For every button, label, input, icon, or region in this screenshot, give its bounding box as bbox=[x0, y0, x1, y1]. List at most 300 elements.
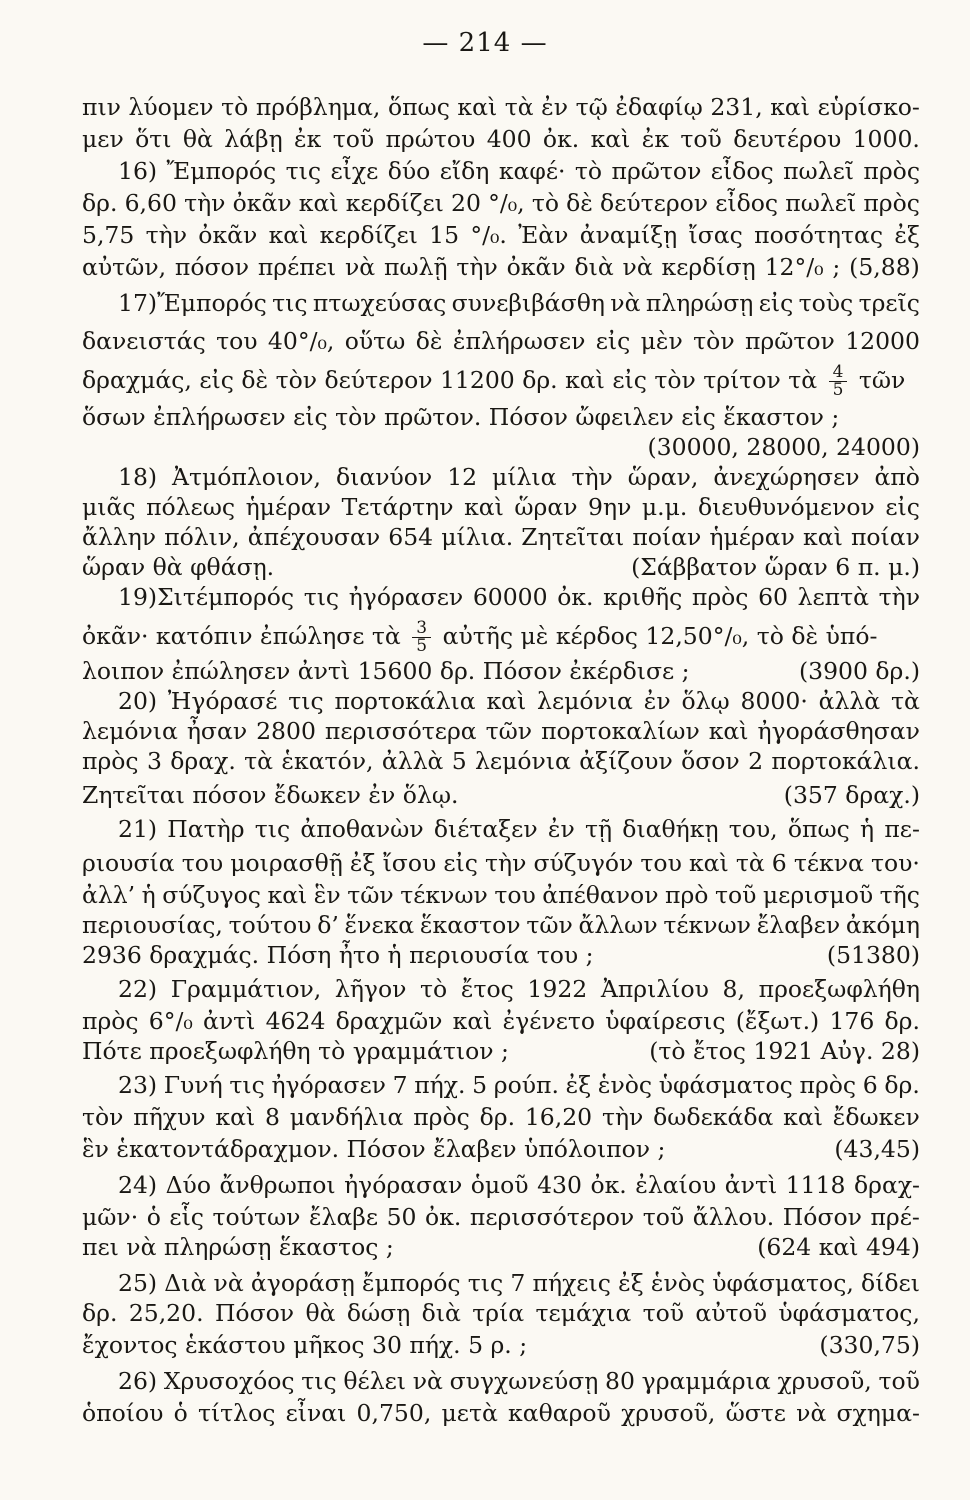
word: ὁποίου bbox=[82, 1399, 164, 1427]
word: ὥστε bbox=[725, 1399, 786, 1427]
word: δευτέρου bbox=[733, 125, 842, 153]
word: Πόσον bbox=[214, 1299, 295, 1327]
word: 22) bbox=[118, 975, 158, 1003]
word: μίλια. bbox=[441, 523, 514, 551]
word: 12000 bbox=[845, 327, 920, 355]
word: ὁ bbox=[146, 1203, 161, 1231]
word: 2 bbox=[748, 747, 764, 775]
word: περιουσίας, bbox=[82, 911, 223, 939]
word: διαθήκῃ bbox=[622, 815, 719, 843]
word: τέκνα bbox=[793, 849, 864, 877]
word: μῶν· bbox=[82, 1203, 139, 1231]
page-number: — 214 — bbox=[422, 28, 548, 58]
word: νὰ bbox=[622, 253, 653, 281]
word: ὥραν bbox=[514, 493, 578, 521]
problem-25-start bbox=[118, 1268, 920, 1298]
word: μερισμοῦ bbox=[762, 881, 874, 909]
word: του bbox=[494, 881, 536, 909]
word: ἠγόρασεν bbox=[271, 1071, 386, 1099]
word: δρ. bbox=[82, 1299, 118, 1327]
word: ἄλλου. bbox=[692, 1203, 775, 1231]
word: ἐν bbox=[547, 815, 575, 843]
word: νὰ bbox=[412, 1367, 443, 1395]
word: του bbox=[640, 849, 682, 877]
word: νὰ bbox=[610, 289, 641, 317]
text-line bbox=[82, 1398, 920, 1428]
word: πωλεῖ bbox=[783, 157, 854, 185]
problem-24-start bbox=[118, 1170, 920, 1200]
word: ἀποθανὼν bbox=[300, 815, 424, 843]
word: ἔδωκεν bbox=[832, 1103, 920, 1131]
word: μεν bbox=[82, 125, 124, 153]
word: τοῦ bbox=[714, 881, 757, 909]
word: ὅπως bbox=[787, 815, 850, 843]
word: τὸν bbox=[693, 327, 735, 355]
word: καὶ bbox=[267, 881, 308, 909]
word: πήχεις bbox=[532, 1269, 611, 1297]
word: 12 bbox=[447, 463, 478, 491]
word: τὴν bbox=[456, 253, 498, 281]
word: δρ. bbox=[479, 1103, 516, 1131]
word: δανειστάς bbox=[82, 327, 206, 355]
word: δρ. bbox=[884, 1071, 920, 1099]
word: προεξωφλήθη bbox=[758, 975, 920, 1003]
word: 21) bbox=[118, 815, 158, 843]
word: αὐτῶν, bbox=[82, 253, 167, 281]
word: καθαροῦ bbox=[508, 1399, 611, 1427]
word: τις bbox=[303, 583, 340, 611]
problem-16-start bbox=[118, 156, 920, 186]
word: ἡ bbox=[860, 815, 875, 843]
word: ἀντὶ bbox=[724, 1171, 778, 1199]
word: 60000 bbox=[472, 583, 548, 611]
word: 8000· bbox=[740, 687, 808, 715]
word: του bbox=[216, 327, 258, 355]
word: πόλιν, bbox=[164, 523, 240, 551]
answer-21: (51380) bbox=[826, 941, 920, 969]
word: τὸ bbox=[531, 189, 559, 217]
word: ἐξ bbox=[618, 1269, 644, 1297]
word: δίδει bbox=[861, 1269, 920, 1297]
word: 7 bbox=[392, 1071, 408, 1099]
word: πωλῇ bbox=[383, 253, 448, 281]
word: Χρυσοχόος bbox=[163, 1367, 295, 1395]
word: 50 bbox=[386, 1203, 417, 1231]
word: δὲ bbox=[415, 327, 443, 355]
word: διευθυνόμενον bbox=[697, 493, 875, 521]
text-line bbox=[82, 220, 920, 250]
word: ὀκ. bbox=[542, 125, 580, 153]
word: τέκνων bbox=[663, 911, 751, 939]
word: Ἔμπορός bbox=[166, 157, 277, 185]
word: 6°/₀ bbox=[148, 1007, 193, 1035]
answer-18: (Σάββατον ὥραν 6 π. μ.) bbox=[631, 553, 920, 581]
word: ἠγόρασεν bbox=[348, 583, 464, 611]
word: τὴν bbox=[184, 189, 226, 217]
word: πε- bbox=[884, 815, 920, 843]
word: καὶ bbox=[215, 1103, 256, 1131]
word: ἀπέχουσαν bbox=[247, 523, 381, 551]
word: καὶ bbox=[457, 93, 498, 121]
word: Ἀτμόπλοιον, bbox=[172, 463, 322, 491]
word: δεύτερον bbox=[600, 189, 709, 217]
word: ὅτι bbox=[135, 125, 172, 153]
word: δ’ bbox=[317, 911, 339, 939]
word: ἐλαίου bbox=[635, 1171, 717, 1199]
word: συνεβιβάσθη bbox=[451, 289, 605, 317]
word: δὲ bbox=[566, 189, 593, 217]
word: του· bbox=[870, 849, 920, 877]
word: καὶ bbox=[770, 93, 811, 121]
word: Δύο bbox=[165, 1171, 211, 1199]
word: 8, bbox=[722, 975, 745, 1003]
word: τὰ bbox=[890, 687, 920, 715]
word: οὕτω bbox=[344, 327, 406, 355]
word: λύομεν bbox=[128, 93, 214, 121]
word: πρόβλημα, bbox=[255, 93, 381, 121]
word: τῆς bbox=[879, 881, 920, 909]
text-line-with-answer: ἓν ἑκατοντάδραχμον. Πόσον ἔλαβεν ὑπόλοιπον ; (43,45) bbox=[82, 1135, 920, 1163]
word: τις bbox=[254, 815, 291, 843]
text-line bbox=[82, 1102, 920, 1132]
word: λεμόνια bbox=[82, 717, 178, 745]
word: διέταξεν bbox=[433, 815, 538, 843]
word: ἔλαβε bbox=[308, 1203, 379, 1231]
text-line-with-fraction: ὀκᾶν· κατόπιν ἐπώλησε τὰ $\frac{3}{5}$ αὐτῆς μὲ κέρδος 12,50°/₀, τὸ δὲ ὑπό- bbox=[82, 618, 878, 656]
word: περισσότερα bbox=[324, 717, 477, 745]
word: 60 bbox=[758, 583, 788, 611]
word: τῶν bbox=[526, 911, 573, 939]
word: τοῦ bbox=[642, 1203, 685, 1231]
word: πορτοκαλίων bbox=[541, 717, 700, 745]
word: διὰ bbox=[421, 1299, 461, 1327]
word: ποίαν bbox=[850, 523, 920, 551]
word: Ἀπριλίου bbox=[600, 975, 709, 1003]
word: καὶ bbox=[590, 125, 631, 153]
word: μοιρασθῇ bbox=[230, 849, 343, 877]
word: λεμόνια bbox=[475, 747, 571, 775]
word: 80 bbox=[605, 1367, 635, 1395]
word: εἰς bbox=[758, 289, 794, 317]
word: εἶναι bbox=[285, 1399, 347, 1427]
word: καφέ· bbox=[498, 157, 566, 185]
word: πληρώσῃ bbox=[645, 289, 754, 317]
word: ὑφάσματος bbox=[658, 1071, 793, 1099]
word: λῆγον bbox=[334, 975, 407, 1003]
word: 16,20 bbox=[524, 1103, 593, 1131]
word: 12°/₀ bbox=[764, 253, 824, 281]
word: ἑνὸς bbox=[650, 1269, 706, 1297]
word: καὶ bbox=[452, 1007, 493, 1035]
word: ὀκ. bbox=[590, 1171, 627, 1199]
word: κερδίσῃ bbox=[661, 253, 756, 281]
word: κερδίζει bbox=[319, 221, 418, 249]
word: 20) bbox=[118, 687, 158, 715]
fraction-four-fifths: $\frac{4}{5}$ bbox=[829, 364, 848, 399]
word: ἡμέραν bbox=[709, 523, 795, 551]
word: πρῶτον bbox=[744, 327, 835, 355]
word: ἐξ bbox=[349, 849, 376, 877]
word: εἰς bbox=[443, 849, 478, 877]
word: κερδίζει bbox=[345, 189, 444, 217]
word: Πόσον bbox=[782, 1203, 862, 1231]
answer-22: (τὸ ἔτος 1921 Αὐγ. 28) bbox=[649, 1037, 920, 1065]
word: τις bbox=[229, 1071, 265, 1099]
word: διανύον bbox=[335, 463, 433, 491]
text-line bbox=[82, 492, 920, 522]
text-line bbox=[82, 124, 920, 154]
word: τοὺς bbox=[798, 289, 854, 317]
answer-17: (30000, 28000, 24000) bbox=[647, 433, 920, 461]
word: πήχ. bbox=[414, 1071, 466, 1099]
word: εὑρίσκο- bbox=[817, 93, 920, 121]
word: πιν bbox=[82, 93, 121, 121]
word: τῇ bbox=[584, 815, 613, 843]
word: ἐπλήρωσεν bbox=[452, 327, 586, 355]
problem-17-start bbox=[118, 288, 920, 318]
word: πρὸς bbox=[82, 747, 139, 775]
word: ἠγοράσθησαν bbox=[757, 717, 920, 745]
text-line-with-answer: Ζητεῖται πόσον ἔδωκεν ἐν ὅλῳ. (357 δραχ.) bbox=[82, 781, 920, 809]
word: 654 bbox=[388, 523, 434, 551]
text-line bbox=[82, 880, 920, 910]
word: ρούπ. bbox=[493, 1071, 559, 1099]
word: διὰ bbox=[574, 253, 614, 281]
problem-22-start bbox=[118, 974, 920, 1004]
word: λεμόνια bbox=[537, 687, 633, 715]
word: ἀντὶ bbox=[203, 1007, 256, 1035]
word: ὅσον bbox=[681, 747, 740, 775]
word: τὸ bbox=[221, 93, 249, 121]
word: ἴσας bbox=[688, 221, 743, 249]
word: 25,20. bbox=[128, 1299, 204, 1327]
word: καὶ bbox=[803, 523, 843, 551]
text-line bbox=[82, 326, 920, 356]
word: 400 bbox=[486, 125, 532, 153]
word: ἄνθρωποι bbox=[219, 1171, 336, 1199]
word: σύζυγόν bbox=[533, 849, 634, 877]
word: 7 bbox=[510, 1269, 526, 1297]
word: 6,60 bbox=[124, 189, 177, 217]
word: νὰ bbox=[796, 1399, 827, 1427]
text-line bbox=[82, 1006, 920, 1036]
word: πῆχυν bbox=[133, 1103, 206, 1131]
word: Πατὴρ bbox=[167, 815, 245, 843]
word: καὶ bbox=[464, 493, 504, 521]
word: ; bbox=[832, 253, 841, 281]
word: 6 bbox=[771, 849, 787, 877]
word: ἀπέθανον bbox=[542, 881, 659, 909]
word: πρέ- bbox=[870, 1203, 920, 1231]
answer-19: (3900 δρ.) bbox=[798, 657, 920, 685]
word: δώσῃ bbox=[346, 1299, 411, 1327]
word: εἴδη bbox=[439, 157, 490, 185]
word: 16) bbox=[118, 157, 158, 185]
word: 19)Σιτέμπορός bbox=[118, 583, 295, 611]
word: 26) bbox=[118, 1367, 158, 1395]
word: 231, bbox=[710, 93, 763, 121]
word: πρὸς bbox=[691, 583, 749, 611]
word: 25) bbox=[118, 1269, 158, 1297]
word: ἔμπορός bbox=[361, 1269, 461, 1297]
text-line-with-answer: 2936 δραχμάς. Πόση ἦτο ἡ περιουσία του ; (51380) bbox=[82, 941, 920, 969]
word: ἔτος bbox=[460, 975, 514, 1003]
word: τοῦ bbox=[680, 125, 722, 153]
word: αὐτοῦ bbox=[695, 1299, 767, 1327]
word: καὶ bbox=[708, 717, 749, 745]
word: τις bbox=[272, 289, 308, 317]
word: ἓν bbox=[313, 881, 341, 909]
answer-24: (624 καὶ 494) bbox=[757, 1233, 920, 1261]
word: ἐγένετο bbox=[502, 1007, 596, 1035]
word: εἶδος bbox=[710, 157, 774, 185]
word: τις bbox=[467, 1269, 504, 1297]
word: νὰ bbox=[213, 1269, 244, 1297]
problem-20-start bbox=[118, 686, 920, 716]
word: ὅλῳ bbox=[681, 687, 730, 715]
word: εἷς bbox=[169, 1203, 204, 1231]
word: πόλεως bbox=[146, 493, 236, 521]
word: 430 bbox=[537, 1171, 582, 1199]
word: ὁ bbox=[173, 1399, 188, 1427]
text-line: ὅσων ἐπλήρωσεν εἰς τὸν πρῶτον. Πόσον ὤφειλεν εἰς ἕκαστον ; bbox=[82, 403, 840, 431]
word: τοῦ bbox=[642, 1299, 685, 1327]
word: δραχ. bbox=[170, 747, 236, 775]
problem-23-start bbox=[118, 1070, 920, 1100]
text-line bbox=[82, 746, 920, 776]
word: δωδεκάδα bbox=[653, 1103, 774, 1131]
word: ὑφάσματος, bbox=[778, 1299, 920, 1327]
word: πόσον bbox=[174, 253, 249, 281]
word: ὀκᾶν bbox=[506, 253, 566, 281]
word: εἰς bbox=[595, 327, 631, 355]
word: ἀλλ’ bbox=[82, 881, 136, 909]
problem-21-start bbox=[118, 814, 920, 844]
word: χρυσοῦ, bbox=[777, 1367, 872, 1395]
word: 3 bbox=[146, 747, 162, 775]
word: ἀνεχώρησεν bbox=[713, 463, 860, 491]
word: θὰ bbox=[305, 1299, 336, 1327]
word: ἐν bbox=[541, 93, 569, 121]
word: ριουσία bbox=[82, 849, 175, 877]
word: τρεῖς bbox=[858, 289, 920, 317]
word: χρυσοῦ, bbox=[621, 1399, 716, 1427]
word: πορτοκάλια bbox=[334, 687, 476, 715]
word: τῶν bbox=[485, 717, 533, 745]
word: πρὸ bbox=[665, 881, 709, 909]
word: τὴν bbox=[601, 1103, 644, 1131]
text-line-with-fraction: δραχμάς, εἰς δὲ τὸν δεύτερον 11200 δρ. καὶ εἰς τὸν τρίτον τὰ $\frac{4}{5}$ τῶν bbox=[82, 362, 906, 400]
word: σύζυγος bbox=[162, 881, 261, 909]
word: ἐκ bbox=[294, 125, 322, 153]
word: Γραμμάτιον, bbox=[170, 975, 322, 1003]
word: τοῦ bbox=[878, 1367, 920, 1395]
word: τὴν bbox=[878, 583, 920, 611]
word: 1922 bbox=[527, 975, 588, 1003]
word: καὶ bbox=[298, 189, 339, 217]
word: πρῶτον bbox=[611, 157, 702, 185]
word: 5,75 bbox=[82, 221, 135, 249]
word: ποίαν bbox=[632, 523, 702, 551]
word: τὸ bbox=[574, 157, 603, 185]
word: μετὰ bbox=[441, 1399, 498, 1427]
text-line-with-answer: λοιπον ἐπώλησεν ἀντὶ 15600 δρ. Πόσον ἐκέρδισε ; (3900 δρ.) bbox=[82, 657, 920, 685]
word: τὰ bbox=[244, 747, 274, 775]
word: καὶ bbox=[486, 687, 527, 715]
word: ἀλλὰ bbox=[818, 687, 881, 715]
word: ποσότητας bbox=[754, 221, 884, 249]
word: ἡμέραν bbox=[245, 493, 332, 521]
text-line-with-answer: πει νὰ πληρώσῃ ἕκαστος ; (624 καὶ 494) bbox=[82, 1233, 920, 1261]
word: ὀκᾶν bbox=[232, 189, 292, 217]
word: συγχωνεύσῃ bbox=[449, 1367, 599, 1395]
word: του bbox=[181, 849, 224, 877]
word: (5,88) bbox=[849, 253, 920, 281]
word: νὰ bbox=[344, 253, 376, 281]
text-line-with-answer bbox=[82, 252, 920, 282]
word: τοῦ bbox=[332, 125, 375, 153]
answer-25: (330,75) bbox=[819, 1331, 920, 1359]
word: μιᾶς bbox=[82, 493, 136, 521]
word: ἑκατόν, bbox=[281, 747, 374, 775]
word: ὑφαίρεσις bbox=[605, 1007, 726, 1035]
word: ἐδαφίῳ bbox=[615, 93, 703, 121]
word: ἀπὸ bbox=[874, 463, 920, 491]
word: τὰ bbox=[504, 93, 534, 121]
word: γραμμάρια bbox=[641, 1367, 771, 1395]
word: ἐξ bbox=[565, 1071, 592, 1099]
word: καὶ bbox=[783, 1103, 823, 1131]
word: τὴν bbox=[145, 221, 187, 249]
word: 4624 bbox=[265, 1007, 326, 1035]
word: δύο bbox=[387, 157, 431, 185]
word: πρὸς bbox=[413, 1103, 470, 1131]
text-line bbox=[82, 1202, 920, 1232]
word: τίτλος bbox=[197, 1399, 276, 1427]
word: κριθῆς bbox=[603, 583, 683, 611]
word: τις bbox=[288, 687, 324, 715]
word: ὀκ. bbox=[557, 583, 594, 611]
text-line bbox=[82, 188, 920, 218]
word: 23) bbox=[118, 1071, 158, 1099]
word: πρώτου bbox=[385, 125, 476, 153]
word: ἐν bbox=[643, 687, 671, 715]
word: ἡ bbox=[141, 881, 156, 909]
word: τέκνων bbox=[400, 881, 488, 909]
problem-18-start bbox=[118, 462, 920, 492]
word: τῷ bbox=[575, 93, 608, 121]
word: 18) bbox=[118, 463, 158, 491]
word: ἴσου bbox=[382, 849, 437, 877]
word: καὶ bbox=[688, 849, 729, 877]
answer-23: (43,45) bbox=[834, 1135, 920, 1163]
word: ὁμοῦ bbox=[470, 1171, 529, 1199]
word: τις bbox=[285, 157, 322, 185]
word: ὅπως bbox=[387, 93, 450, 121]
word: δρ. bbox=[82, 189, 118, 217]
word: τῶν bbox=[347, 881, 394, 909]
text-line bbox=[82, 848, 920, 878]
word: ὥραν, bbox=[627, 463, 699, 491]
text-line bbox=[82, 910, 920, 940]
word: Τετάρτην bbox=[341, 493, 454, 521]
word: θέλει bbox=[343, 1367, 406, 1395]
word: ἠγόρασαν bbox=[344, 1171, 463, 1199]
word: ἀναμίξῃ bbox=[579, 221, 678, 249]
word: πρὸς bbox=[863, 157, 920, 185]
word: ἀλλὰ bbox=[381, 747, 444, 775]
word: Γυνή bbox=[163, 1071, 223, 1099]
